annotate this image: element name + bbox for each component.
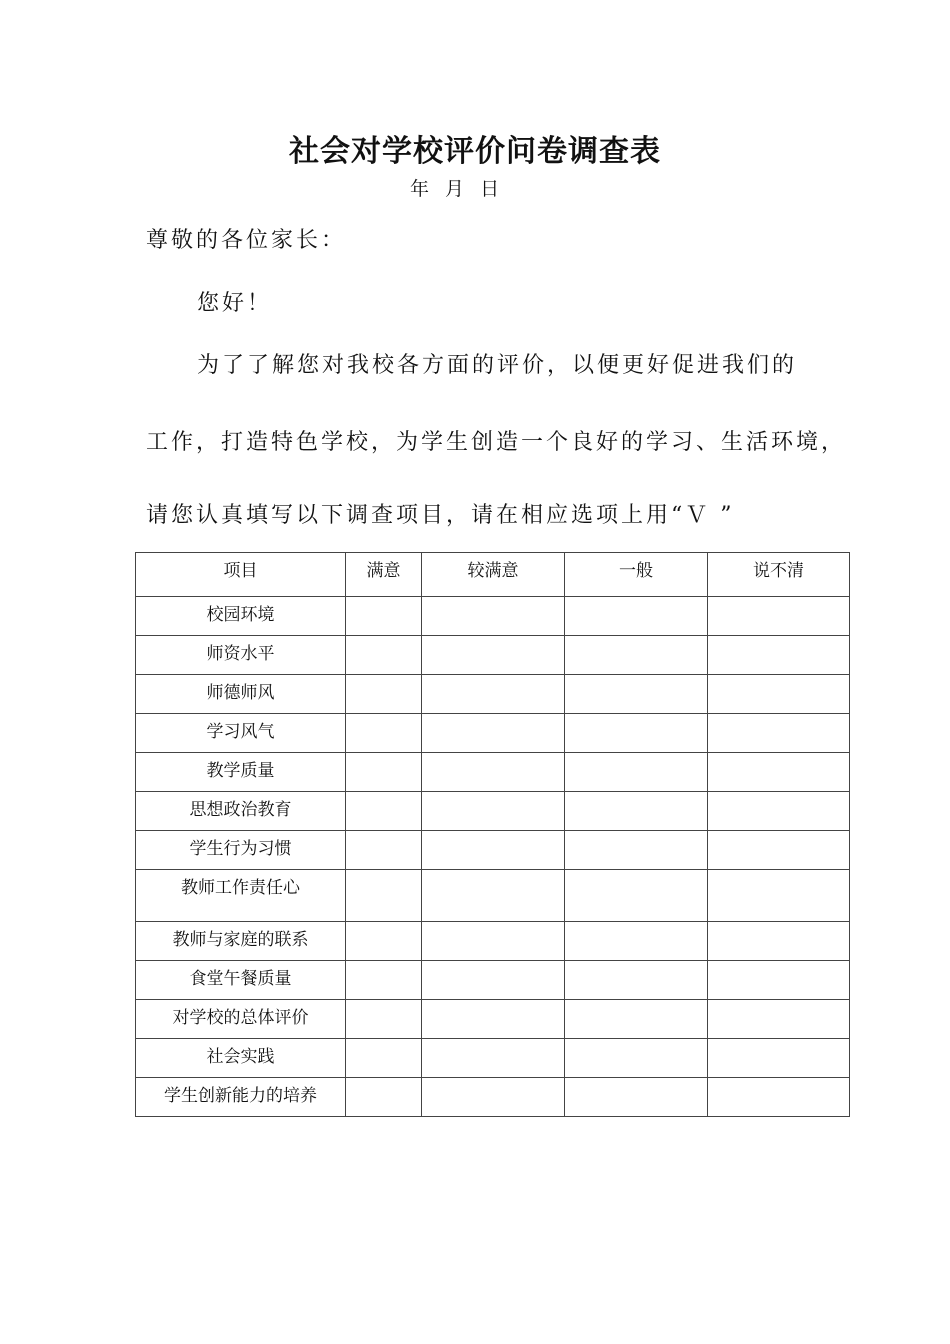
rating-cell-average[interactable] [565, 753, 708, 792]
salutation: 尊敬的各位家长： [146, 228, 347, 253]
rating-cell-average[interactable] [565, 597, 708, 636]
row-item-label: 学生创新能力的培养 [136, 1078, 346, 1117]
rating-cell-satisfied[interactable] [346, 1078, 422, 1117]
rating-cell-satisfied[interactable] [346, 870, 422, 922]
rating-cell-fairly-satisfied[interactable] [422, 753, 565, 792]
row-item-label: 教师与家庭的联系 [136, 922, 346, 961]
table-row [136, 961, 850, 1000]
row-item-label: 对学校的总体评价 [136, 1000, 346, 1039]
rating-cell-fairly-satisfied[interactable] [422, 714, 565, 753]
rating-cell-unsure[interactable] [708, 961, 850, 1000]
table-row [136, 922, 850, 961]
table-row [136, 1078, 850, 1117]
rating-cell-unsure[interactable] [708, 753, 850, 792]
table-row [136, 714, 850, 753]
row-item-label: 师德师风 [136, 675, 346, 714]
header-fairly-satisfied: 较满意 [422, 553, 565, 597]
table-row [136, 870, 850, 922]
header-average: 一般 [565, 553, 708, 597]
rating-cell-average[interactable] [565, 792, 708, 831]
rating-cell-fairly-satisfied[interactable] [422, 922, 565, 961]
table-row [136, 753, 850, 792]
rating-cell-fairly-satisfied[interactable] [422, 961, 565, 1000]
rating-cell-fairly-satisfied[interactable] [422, 831, 565, 870]
rating-cell-fairly-satisfied[interactable] [422, 1000, 565, 1039]
rating-cell-unsure[interactable] [708, 792, 850, 831]
row-item-label: 学习风气 [136, 714, 346, 753]
rating-cell-unsure[interactable] [708, 1000, 850, 1039]
body-line-2: 工作，打造特色学校，为学生创造一个良好的学习、生活环境， [146, 430, 847, 455]
rating-cell-satisfied[interactable] [346, 675, 422, 714]
rating-cell-fairly-satisfied[interactable] [422, 636, 565, 675]
rating-cell-average[interactable] [565, 870, 708, 922]
rating-cell-satisfied[interactable] [346, 961, 422, 1000]
date-line: 年 月 日 [410, 178, 500, 200]
row-item-label: 社会实践 [136, 1039, 346, 1078]
row-item-label: 教师工作责任心 [136, 870, 346, 922]
rating-cell-fairly-satisfied[interactable] [422, 870, 565, 922]
row-item-label: 师资水平 [136, 636, 346, 675]
rating-cell-satisfied[interactable] [346, 922, 422, 961]
rating-cell-average[interactable] [565, 1039, 708, 1078]
rating-cell-fairly-satisfied[interactable] [422, 792, 565, 831]
rating-cell-average[interactable] [565, 922, 708, 961]
row-item-label: 思想政治教育 [136, 792, 346, 831]
table-row [136, 1039, 850, 1078]
rating-cell-satisfied[interactable] [346, 753, 422, 792]
rating-cell-fairly-satisfied[interactable] [422, 675, 565, 714]
rating-cell-unsure[interactable] [708, 831, 850, 870]
rating-cell-satisfied[interactable] [346, 831, 422, 870]
header-item: 项目 [136, 553, 346, 597]
table-row [136, 675, 850, 714]
rating-cell-satisfied[interactable] [346, 1000, 422, 1039]
header-satisfied: 满意 [346, 553, 422, 597]
row-item-label: 食堂午餐质量 [136, 961, 346, 1000]
table-row [136, 636, 850, 675]
table-header-row [136, 553, 850, 597]
row-item-label: 教学质量 [136, 753, 346, 792]
rating-cell-average[interactable] [565, 675, 708, 714]
rating-cell-fairly-satisfied[interactable] [422, 1078, 565, 1117]
rating-cell-satisfied[interactable] [346, 1039, 422, 1078]
body-line-3: 请您认真填写以下调查项目，请在相应选项上用“Ｖ ” [146, 503, 735, 528]
rating-cell-fairly-satisfied[interactable] [422, 597, 565, 636]
rating-cell-average[interactable] [565, 714, 708, 753]
rating-cell-satisfied[interactable] [346, 792, 422, 831]
rating-cell-average[interactable] [565, 831, 708, 870]
greeting: 您好！ [197, 291, 273, 316]
body-line-1: 为了了解您对我校各方面的评价，以便更好促进我们的 [197, 353, 798, 378]
rating-cell-average[interactable] [565, 1000, 708, 1039]
header-unsure: 说不清 [708, 553, 850, 597]
rating-cell-unsure[interactable] [708, 636, 850, 675]
row-item-label: 学生行为习惯 [136, 831, 346, 870]
rating-cell-average[interactable] [565, 1078, 708, 1117]
rating-cell-average[interactable] [565, 961, 708, 1000]
rating-cell-unsure[interactable] [708, 1039, 850, 1078]
rating-cell-satisfied[interactable] [346, 636, 422, 675]
rating-cell-unsure[interactable] [708, 870, 850, 922]
survey-table [135, 552, 850, 1117]
rating-cell-unsure[interactable] [708, 675, 850, 714]
rating-cell-average[interactable] [565, 636, 708, 675]
row-item-label: 校园环境 [136, 597, 346, 636]
rating-cell-unsure[interactable] [708, 1078, 850, 1117]
table-row [136, 792, 850, 831]
rating-cell-fairly-satisfied[interactable] [422, 1039, 565, 1078]
rating-cell-unsure[interactable] [708, 922, 850, 961]
rating-cell-unsure[interactable] [708, 714, 850, 753]
table-row [136, 1000, 850, 1039]
table-row [136, 597, 850, 636]
rating-cell-satisfied[interactable] [346, 714, 422, 753]
table-row [136, 831, 850, 870]
rating-cell-satisfied[interactable] [346, 597, 422, 636]
rating-cell-unsure[interactable] [708, 597, 850, 636]
page-title: 社会对学校评价问卷调查表 [289, 134, 661, 169]
